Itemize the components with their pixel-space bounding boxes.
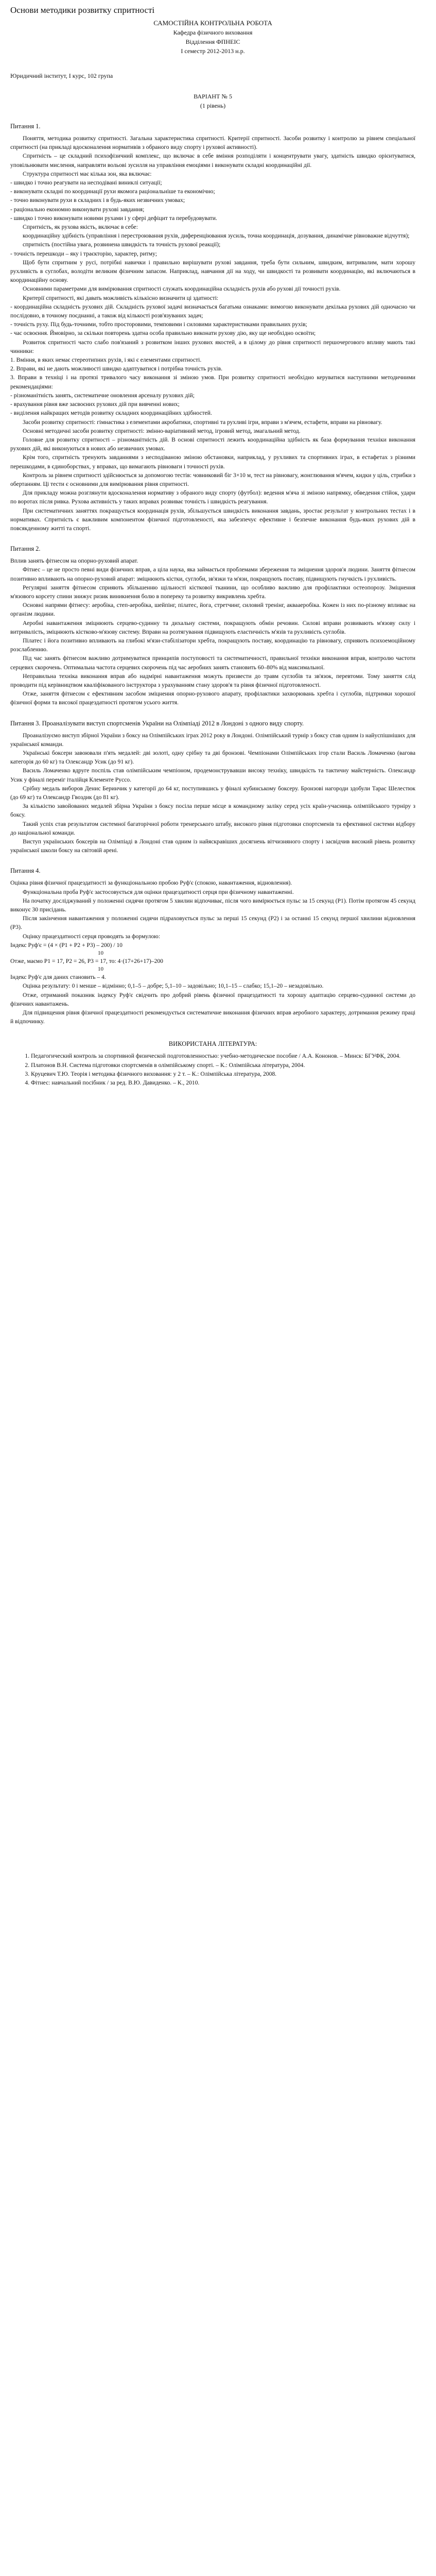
- variant-scale: (1 рівень): [200, 102, 226, 109]
- paragraph: Такий успіх став результатом системної багаторічної роботи тренерського штабу, високого рівня підготовки спортсменів та ефективної системи відбору до національної команди.: [10, 820, 415, 836]
- list-item: - врахування рівня вже засвоєних рухових дій при вивченні нових;: [10, 401, 180, 408]
- paragraph: Крім того, спритність тренують завданнями з несподіваною зміною обстановки, наприклад, у рухливих та спортивних іграх, в естафетах з різними перешкодами, в єдиноборствах, у вправах, що вимагають рівноваги і точності рухів.: [10, 454, 415, 470]
- paragraph: Критерії спритності, які давать можливість кількісно визначити ці здатності:: [23, 294, 219, 301]
- task-3-body: [10, 731, 415, 855]
- paragraph: Функціональна проба Руф'є застосовується для оцінки працездатності серця при фізичному навантаженні.: [23, 888, 294, 895]
- semester: І семестр 2012-2013 н.р.: [181, 47, 245, 55]
- task-1-body: [10, 134, 415, 533]
- ruffier-calculation: Отже, маємо P1 = 17, P2 = 26, P3 = 17, то: 4·(17+26+17)–200: [10, 958, 163, 965]
- paragraph: Оцінку працездатності серця проводять за формулою:: [23, 933, 161, 940]
- paragraph: Під час занять фітнесом важливо дотримуватися принципів поступовості та систематичності, правильної техніки виконання вправ, контролю частоти серцевих скорочень. Оптимальна частота серцевих скорочень під час аеробних занять становить 60–80% від максимальної.: [10, 655, 415, 671]
- paragraph: При систематичних заняттях покращується координація рухів, збільшується швидкість виконання завдань, зростає результат у контрольних тестах і в нормативах. Спритність є важливим компонентом фізичної підготовленості, яка забезпечує ефективне і безпечне виконання будь-яких рухових дій в повсякденному житті та спорті.: [10, 507, 415, 532]
- paragraph: Після закінчення навантаження у положенні сидячи підраховується пульс за перші 15 секунд (P2) і за останні 15 секунд першої хвилини відновлення (P3).: [10, 915, 415, 931]
- student-meta: Юридичний інститут, І курс, 102 група: [10, 72, 113, 79]
- list-item: - виконувати складні по координації рухи якомога раціональніше та економічно;: [10, 188, 215, 195]
- list-item: - різноманітність занять, систематичне оновлення арсеналу рухових дій;: [10, 392, 195, 399]
- reference-item: 2. Платонов В.Н. Система підготовки спортсменів в олімпійському спорті. – К.: Олімпійська література, 2004.: [31, 1061, 415, 1070]
- department: Кафедра фізичного виховання: [173, 29, 253, 36]
- paragraph: Щоб бути спритним у русі, потрібні навички і правильно вирішувати рухові завдання, треба бути сильним, швидким, витривалим, мати хорошу рухливість в суглобах, володіти великим фізичним запасом. Наприклад, навчання дії на ходу, чи швидкості та розвивати координацію, які включаються в координаційну основу.: [10, 259, 415, 284]
- ruffier-result: Індекс Руф'є для даних становить – 4.: [10, 974, 106, 981]
- document-title: Основи методики розвитку спритності: [10, 5, 155, 15]
- paragraph: Виступ українських боксерів на Олімпіаді в Лондоні став одним із найяскравіших досягнень вітчизняного спорту і засвідчив високий рівень розвитку української школи боксу на світовій арені.: [10, 838, 415, 854]
- paragraph: Оцінка рівня фізичної працездатності за функціональною пробою Руф'є (спокою, навантаження, відновлення).: [10, 879, 292, 887]
- paragraph: Фітнес – це не просто певні види фізичних вправ, а ціла наука, яка займається проблемами збереження та зміцнення здоров'я людини. Заняття фітнесом позитивно впливають на опорно-руховий апарат: зміцнюють кістки, суглоби, зв'язки та м'язи, покращують поставу, підвищують гнучкість і рухливість.: [10, 566, 415, 582]
- reference-item: 3. Круцевич Т.Ю. Теорія і методика фізичного виховання: у 2 т. – К.: Олімпійська література, 2008.: [31, 1070, 415, 1078]
- paragraph: Срібну медаль виборов Денис Беринчик у категорії до 64 кг, поступившись у фіналі кубинському боксеру. Бронзові нагороди здобули Тарас Шелестюк (до 69 кг) та Олександр Гвоздик (до 81 кг).: [10, 785, 415, 801]
- paragraph: координаційну здібність (управління і перестроювання рухів, диференціювання зусиль, точна координація, дозування, динамічне рівноважне відчуття);: [23, 232, 410, 240]
- paragraph: Проаналізуємо виступ збірної України з боксу на Олімпійських іграх 2012 року в Лондоні. Олімпійський турнір з боксу став одним із найуспішніших для української команди.: [10, 732, 415, 748]
- calculation-denominator: 10: [98, 966, 103, 973]
- list-item: 1. Вміння, в яких немає стереотипних рухів, і які є елементами спритності.: [10, 357, 202, 364]
- list-item: - швидко і точно виконувати новими рухами і у сфері дефіцит та перебудовувати.: [10, 214, 217, 222]
- variant-title: ВАРІАНТ № 5: [194, 93, 232, 100]
- list-item: - час освоєння. Ймовірно, за скільки повторень здатна особа правильно виконати рухову дію, яку ще необхідно освоїти;: [10, 330, 316, 337]
- paragraph: За кількістю завойованих медалей збірна України з боксу посіла перше місце в командному заліку серед усіх країн-учасниць олімпійського турніру з боксу.: [10, 803, 415, 819]
- paragraph: Головне для розвитку спритності – різноманітність дій. В основі спритності лежить координаційна здібність як база формування техніки виконання рухових дій, які виконуються в нових або незвичних умовах.: [10, 436, 415, 452]
- task-2-title: Питання 2.: [10, 545, 41, 553]
- paragraph: Основними параметрами для вимірювання спритності служать координаційна складність рухів або рухові дії точності рухів.: [23, 285, 341, 293]
- paragraph: На початку досліджуваний у положенні сидячи протягом 5 хвилин відпочиває, після чого вимірюється пульс за 15 секунд (P1). Потім протягом 45 секунд виконує 30 присідань.: [10, 897, 415, 913]
- list-item: - точність руху. Під будь-точними, тобто просторовими, темповими і силовими характеристиками правильних рухів;: [10, 321, 307, 328]
- task-4-body: [10, 878, 415, 1026]
- faculty: Відділення ФПНЕІС: [185, 38, 240, 45]
- paragraph: Розвиток спритності часто слабо пов'язаний з розвитком інших рухових якостей, а в цілому до рівня спритності першочергового впливу мають такі чинники:: [10, 338, 415, 354]
- document-header: [10, 19, 415, 56]
- paragraph: Українські боксери завоювали п'ять медалей: дві золоті, одну срібну та дві бронзові. Чемпіонами Олімпійських ігор стали Василь Ломаченко (вагова категорія до 60 кг) та Олександр Усик (до 91 кг).: [10, 750, 415, 766]
- paragraph: Засоби розвитку спритності: гімнастика з елементами акробатики, спортивні та рухливі ігри, вправи з м'ячем, естафети, вправи на рівновагу.: [23, 418, 382, 426]
- list-item: - координаційна складність рухових дій. Складність рухової задачі визначається багатьма ознаками: вимогою виконувати декілька рухових дій одночасно чи послідовно, в точному поєднанні, а також від кількості розв'язуваних задач;: [10, 303, 415, 319]
- paragraph: Структура спритності має кілька зон, яка включає:: [23, 170, 152, 177]
- paragraph: Основні напрями фітнесу: аеробіка, степ-аеробіка, шейпінг, пілатес, йога, стретчинг, силовий тренінг, аквааеробіка. Кожен із них по-різному впливає на організм людини.: [10, 602, 415, 618]
- paragraph: Спритність, як рухова якість, включає в себе:: [23, 224, 138, 231]
- paragraph: Василь Ломаченко вдруге поспіль став олімпійським чемпіоном, продемонструвавши високу техніку, швидкість та тактичну майстерність. Олександр Усик у фіналі переміг італійця Клементе Руссо.: [10, 767, 415, 783]
- task-1-title: Питання 1.: [10, 123, 41, 130]
- list-item: - точно виконувати рухи в складних і в будь-яких незвичних умовах;: [10, 197, 185, 204]
- references-list: [10, 1052, 415, 1087]
- task-4-title: Питання 4.: [10, 867, 41, 875]
- paragraph: Для прикладу можна розглянути вдосконалення нормативу з обраного виду спорту (футбол): ведення м'яча зі зміною напрямку, обведення стійок, удари по воротах після ривка. Рухова активність у таких вправах розвиває точність і швидкість реагування.: [10, 489, 415, 505]
- paragraph: Вплив занять фітнесом на опорно-руховий апарат.: [10, 557, 138, 565]
- paragraph: Отже, отриманий показник індексу Руф'є свідчить про добрий рівень фізичної працездатності та хорошу адаптацію серцево-судинної системи до фізичних навантажень.: [10, 991, 415, 1007]
- formula-denominator: 10: [98, 950, 103, 957]
- paragraph: Регулярні заняття фітнесом сприяють збільшенню щільності кісткової тканини, що особливо важливо для профілактики остеопорозу. Зміцнення м'язового корсету спини знижує ризик виникнення болю в попереку та розвитку викривлень хребта.: [10, 584, 415, 600]
- paragraph: Для підвищення рівня фізичної працездатності рекомендується систематичне виконання фізичних вправ аеробного характеру, дотримання режиму праці й відпочинку.: [10, 1009, 415, 1025]
- list-item: - швидко і точно реагувати на несподівані виниклі ситуації;: [10, 179, 162, 187]
- paragraph: Поняття, методика розвитку спритності. Загальна характеристика спритності. Критерії спритності. Засоби розвитку і контролю за рівнем спеціальної спритності (на прикладі вдосконалення нормативів з обраного виду спорту і рухової активності).: [10, 135, 415, 151]
- reference-item: 1. Педагогический контроль за спортивной физической подготовленностью: учебно-методическое пособие / А.А. Кононов. – Минск: БГУФК, 2004.: [31, 1052, 415, 1060]
- paragraph: Отже, заняття фітнесом є ефективним засобом зміцнення опорно-рухового апарату, профілактики захворювань хребта і суглобів, підтримки хорошої фізичної форми та високої працездатності протягом усього життя.: [10, 690, 415, 706]
- task-2-body: [10, 556, 415, 707]
- task-3-title: Питання 3. Проаналізувати виступ спортсменів України на Олімпіаді 2012 в Лондоні з одного виду спорту.: [10, 719, 304, 727]
- paragraph: Пілатес і йога позитивно впливають на глибокі м'язи-стабілізатори хребта, покращують поставу, координацію та рівновагу, сприяють психоемоційному розслабленню.: [10, 637, 415, 653]
- list-item: - раціонально економно виконувати рухові завдання;: [10, 206, 145, 213]
- paragraph: спритність (постійна увага, розвинена швидкість та точність рухової реакції);: [23, 241, 221, 248]
- list-item: - виділення найкращих методів розвитку складних координаційних здібностей.: [10, 410, 212, 417]
- paragraph: Оцінка результату: 0 і менше – відмінно; 0,1–5 – добре; 5,1–10 – задовільно; 10,1–15 – слабко; 15,1–20 – незадовільно.: [23, 982, 324, 990]
- ruffier-formula: Індекс Руф'є = (4 × (P1 + P2 + P3) – 200) / 10: [10, 941, 123, 948]
- list-item: 3. Вправи в техніці і на протязі тривалого часу виконання зі зміною умов. При розвитку спритності необхідно керуватися наступними методичними рекомендаціями:: [10, 374, 415, 390]
- paragraph: Спритність – це складний психофізичний комплекс, що включає в себе вміння розподіляти і концентрувати увагу, здатність швидко орієнтуватися, уповільнювати мислення, направляти вольові зусилля на управління емоціями і виконувати складні координаційні дії.: [10, 152, 415, 168]
- references-title: ВИКОРИСТАНА ЛІТЕРАТУРА:: [168, 1040, 257, 1048]
- list-item: 2. Вправи, які не дають можливості швидко адаптуватися і потрібна точність рухів.: [10, 365, 222, 372]
- list-item: - точність перешкоди – яку і траєкторію, характер, ритму;: [10, 250, 157, 257]
- work-type: САМОСТІЙНА КОНТРОЛЬНА РОБОТА: [153, 19, 272, 27]
- paragraph: Основні методичні засоби розвитку спритності: змінно-варіативний метод, ігровий метод, змагальний метод.: [23, 427, 301, 434]
- paragraph: Аеробні навантаження зміцнюють серцево-судинну та дихальну системи, покращують обмін речовин. Силові вправи розвивають м'язову силу і витривалість, зміцнюють кістково-м'язову систему. Вправи на розтягування підвищують еластичність м'язів та рухливість суглобів.: [10, 619, 415, 635]
- reference-item: 4. Фітнес: навчальний посібник / за ред. В.Ю. Давиденко. – К., 2010.: [31, 1078, 415, 1087]
- variant-block: [10, 92, 415, 110]
- paragraph: Неправильна техніка виконання вправ або надмірні навантаження можуть призвести до травм суглобів та зв'язок, перевтоми. Тому заняття слід проводити під керівництвом кваліфікованого інструктора з урахуванням стану здоров'я та рівня фізичної підготовленості.: [10, 672, 415, 688]
- paragraph: Контроль за рівнем спритності здійснюється за допомогою тестів: човниковий біг 3×10 м, тест на рівновагу, жонглювання м'ячем, кидки у ціль, стрибки з обертанням. Ці тести є основними для вимірювання рівня спритності.: [10, 471, 415, 487]
